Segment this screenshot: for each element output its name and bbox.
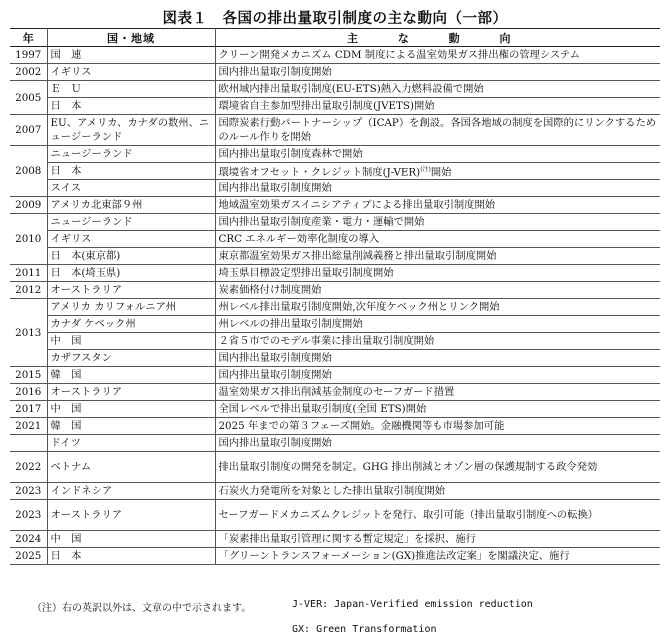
policy-table [10, 28, 660, 565]
event-cell: 「炭素排出量取引管理に関する暫定規定」を採択、施行 [215, 531, 660, 548]
year-cell: 2021 [10, 418, 47, 435]
table-row [10, 180, 660, 197]
header-year: 年 [10, 29, 47, 47]
table-row [10, 146, 660, 163]
event-cell: 国内排出量取引制度開始 [215, 435, 660, 452]
table-row [10, 64, 660, 81]
footnote-jver: J-VER: Japan-Verified emission reduction [292, 599, 533, 610]
region-cell: オーストラリア [47, 384, 215, 401]
event-cell: 国内排出量取引制度開始 [215, 350, 660, 367]
year-cell: 2011 [10, 265, 47, 282]
footnote-marker: (注) [420, 166, 431, 173]
year-cell: 2023 [10, 500, 47, 531]
region-cell: 日 本 [47, 163, 215, 180]
year-cell: 2013 [10, 299, 47, 367]
table-row [10, 115, 660, 146]
region-cell: 日 本 [47, 548, 215, 565]
table-row [10, 98, 660, 115]
region-cell: 韓 国 [47, 418, 215, 435]
region-cell: 中 国 [47, 333, 215, 350]
table-row [10, 282, 660, 299]
year-cell [10, 435, 47, 452]
region-cell: 日 本(東京都) [47, 248, 215, 265]
year-cell: 2009 [10, 197, 47, 214]
table-row [10, 531, 660, 548]
event-cell: 欧州域内排出量取引制度(EU-ETS)熱入力燃料設備で開始 [215, 81, 660, 98]
year-cell: 2016 [10, 384, 47, 401]
event-cell: 埼玉県目標設定型排出量取引制度開始 [215, 265, 660, 282]
region-cell: ベトナム [47, 452, 215, 483]
event-cell: 国内排出量取引制度開始 [215, 64, 660, 81]
event-cell: 環境省自主参加型排出量取引制度(JVETS)開始 [215, 98, 660, 115]
table-body [10, 47, 660, 565]
table-row [10, 500, 660, 531]
table-row [10, 384, 660, 401]
event-cell: 国内排出量取引制度森林で開始 [215, 146, 660, 163]
table-row [10, 452, 660, 483]
event-cell: 州レベル排出量取引制度開始,次年度ケベック州とリンク開始 [215, 299, 660, 316]
event-cell: 国際炭素行動パートナーシップ（ICAP）を創設。各国各地域の制度を国際的にリンクするためのルール作りを開始 [215, 115, 660, 146]
event-cell: 石炭火力発電所を対象とした排出量取引制度開始 [215, 483, 660, 500]
table-row [10, 81, 660, 98]
year-cell: 2005 [10, 81, 47, 115]
year-cell: 1997 [10, 47, 47, 64]
table-row [10, 418, 660, 435]
table-row [10, 316, 660, 333]
footnote: （注）右の英訳以外は、文章の中で示されます。 [32, 603, 252, 614]
event-cell: 州レベルの排出量取引制度開始 [215, 316, 660, 333]
event-cell: 排出量取引制度の開発を制定。GHG 排出削減とオゾン層の保護規制する政令発効 [215, 452, 660, 483]
table-row [10, 265, 660, 282]
region-cell: 国 連 [47, 47, 215, 64]
event-cell: 東京都温室効果ガス排出総量削減義務と排出量取引制度開始 [215, 248, 660, 265]
region-cell: アメリカ カリフォルニア州 [47, 299, 215, 316]
region-cell: カザフスタン [47, 350, 215, 367]
year-cell: 2015 [10, 367, 47, 384]
table-row [10, 248, 660, 265]
region-cell: ニュージーランド [47, 214, 215, 231]
event-text-tail: 開始 [430, 166, 452, 179]
event-text: 環境省オフセット・クレジット制度(J-VER) [218, 166, 421, 179]
year-cell: 2023 [10, 483, 47, 500]
region-cell: 韓 国 [47, 367, 215, 384]
year-cell: 2002 [10, 64, 47, 81]
table-row [10, 214, 660, 231]
event-cell: 炭素価格付け制度開始 [215, 282, 660, 299]
table-row [10, 231, 660, 248]
event-cell: 温室効果ガス排出削減基金制度のセーフガード措置 [215, 384, 660, 401]
header-event: 主 な 動 向 [215, 29, 660, 47]
region-cell: アメリカ北東部９州 [47, 197, 215, 214]
event-cell: CRC エネルギー効率化制度の導入 [215, 231, 660, 248]
event-cell: 2025 年までの第３フェーズ開始。金融機関等も市場参加可能 [215, 418, 660, 435]
table-header-row [10, 29, 660, 47]
table-row [10, 333, 660, 350]
region-cell: ニュージーランド [47, 146, 215, 163]
event-cell: 「グリーントランスフォーメーション(GX)推進法改定案」を閣議決定、施行 [215, 548, 660, 565]
table-row [10, 548, 660, 565]
region-cell: オーストラリア [47, 282, 215, 299]
event-cell: 国内排出量取引制度産業・電力・運輸で開始 [215, 214, 660, 231]
table-row [10, 350, 660, 367]
region-cell: インドネシア [47, 483, 215, 500]
footnote-gx: GX: Green Transformation [292, 624, 437, 635]
event-cell: 地域温室効果ガスイニシアティブによる排出量取引制度開始 [215, 197, 660, 214]
table-row [10, 47, 660, 64]
region-cell: スイス [47, 180, 215, 197]
header-region: 国・地域 [47, 29, 215, 47]
event-cell: ２省５市でのモデル事業に排出量取引制度開始 [215, 333, 660, 350]
region-cell: 日 本(埼玉県) [47, 265, 215, 282]
table-row [10, 435, 660, 452]
year-cell: 2024 [10, 531, 47, 548]
region-cell: カナダ ケベック州 [47, 316, 215, 333]
year-cell: 2007 [10, 115, 47, 146]
event-cell: セーフガードメカニズムクレジットを発行、取引可能（排出量取引制度への転換） [215, 500, 660, 531]
region-cell: 日 本 [47, 98, 215, 115]
event-cell: 国内排出量取引制度開始 [215, 180, 660, 197]
table-row [10, 299, 660, 316]
table-row [10, 367, 660, 384]
region-cell: ドイツ [47, 435, 215, 452]
table-row [10, 197, 660, 214]
region-cell: イギリス [47, 231, 215, 248]
region-cell: イギリス [47, 64, 215, 81]
table-row [10, 163, 660, 180]
year-cell: 2010 [10, 214, 47, 265]
table-row [10, 401, 660, 418]
event-cell: 国内排出量取引制度開始 [215, 367, 660, 384]
year-cell: 2012 [10, 282, 47, 299]
region-cell: 中 国 [47, 531, 215, 548]
region-cell: オーストラリア [47, 500, 215, 531]
region-cell: Ｅ Ｕ [47, 81, 215, 98]
event-cell: 全国レベルで排出量取引制度(全国 ETS)開始 [215, 401, 660, 418]
region-cell: EU、アメリカ、カナダの数州、ニュージーランド [47, 115, 215, 146]
year-cell: 2022 [10, 452, 47, 483]
table-row [10, 483, 660, 500]
event-cell [215, 163, 660, 180]
year-cell: 2008 [10, 146, 47, 197]
table-title: 図表１ 各国の排出量取引制度の主な動向（一部） [162, 11, 508, 27]
event-cell: クリーン開発メカニズム CDM 制度による温室効果ガス排出権の管理システム [215, 47, 660, 64]
region-cell: 中 国 [47, 401, 215, 418]
year-cell: 2017 [10, 401, 47, 418]
year-cell: 2025 [10, 548, 47, 565]
